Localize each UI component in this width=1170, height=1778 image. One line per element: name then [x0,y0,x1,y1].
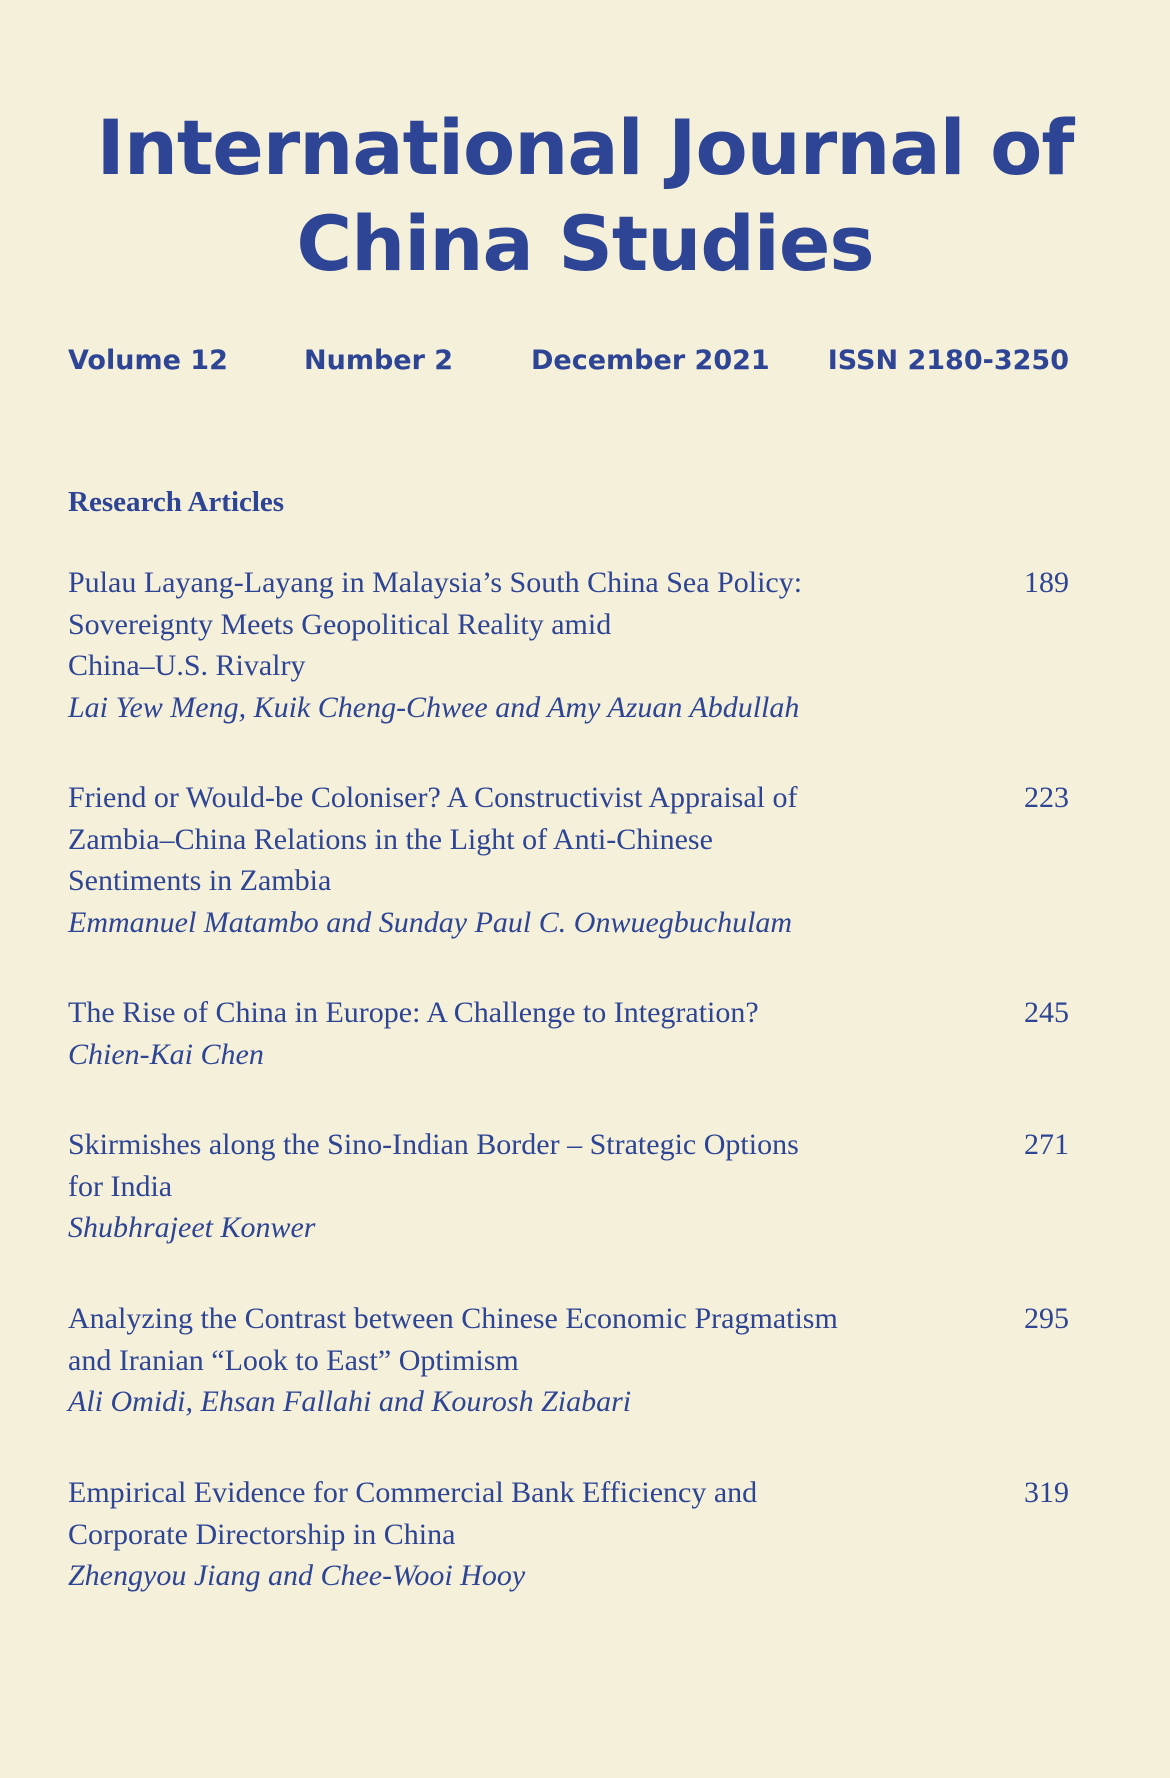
journal-title-line-1: International Journal of [96,103,1074,192]
article-authors: Chien-Kai Chen [68,1037,264,1071]
article-entry [68,1298,1069,1423]
article-entry [68,992,1069,1075]
article-title-line: Zambia–China Relations in the Light of Anti-Chinese [68,822,713,856]
article-title-line: Sovereignty Meets Geopolitical Reality amid [68,607,612,641]
article-page-number: 189 [1024,566,1069,599]
article-page-number: 271 [1024,1128,1069,1161]
issue-number-label: Number 2 [304,345,454,376]
article-entry [68,1124,1069,1249]
article-title-line: Analyzing the Contrast between Chinese Economic Pragmatism [68,1302,838,1335]
article-title-line: Skirmishes along the Sino-Indian Border – Strategic Options [68,1128,799,1161]
article-title-line: Sentiments in Zambia [68,864,332,897]
article-title [68,562,928,687]
article-title [68,777,928,902]
journal-title-line-2: China Studies [296,199,874,288]
article-entry [68,777,1069,943]
article-title-line: China–U.S. Rivalry [68,649,306,682]
article-page-number: 223 [1024,781,1069,814]
article-entry [68,1472,1069,1597]
article-page-number: 295 [1024,1302,1069,1335]
article-title-line: Pulau Layang-Layang in Malaysia’s South China Sea Policy: [68,566,803,599]
article-title-line: for India [68,1169,173,1203]
article-authors: Zhengyou Jiang and Chee-Wooi Hooy [68,1559,526,1592]
article-authors: Shubhrajeet Konwer [68,1211,316,1244]
article-page-number: 245 [1024,996,1069,1029]
issue-date-label: December 2021 [531,345,770,376]
article-title-line: Friend or Would-be Coloniser? A Constructivist Appraisal of [68,781,798,814]
article-entry [68,562,1069,728]
article-title-line: Corporate Directorship in China [68,1517,456,1551]
article-title [68,1298,928,1381]
article-page-number: 319 [1024,1476,1069,1509]
article-title [68,1124,928,1207]
article-title [68,992,928,1034]
section-heading: Research Articles [68,486,285,518]
article-title [68,1472,928,1555]
journal-title [0,100,1170,292]
volume-label: Volume 12 [68,345,228,376]
article-title-line: Empirical Evidence for Commercial Bank Efficiency and [68,1476,758,1509]
article-authors: Lai Yew Meng, Kuik Cheng-Chwee and Amy Azuan Abdullah [68,690,800,724]
article-authors: Emmanuel Matambo and Sunday Paul C. Onwuegbuchulam [68,905,793,939]
issn-label: ISSN 2180-3250 [827,345,1069,376]
article-authors: Ali Omidi, Ehsan Fallahi and Kourosh Ziabari [68,1385,632,1418]
article-title-line: The Rise of China in Europe: A Challenge to Integration? [68,996,759,1029]
article-title-line: and Iranian “Look to East” Optimism [68,1343,519,1377]
